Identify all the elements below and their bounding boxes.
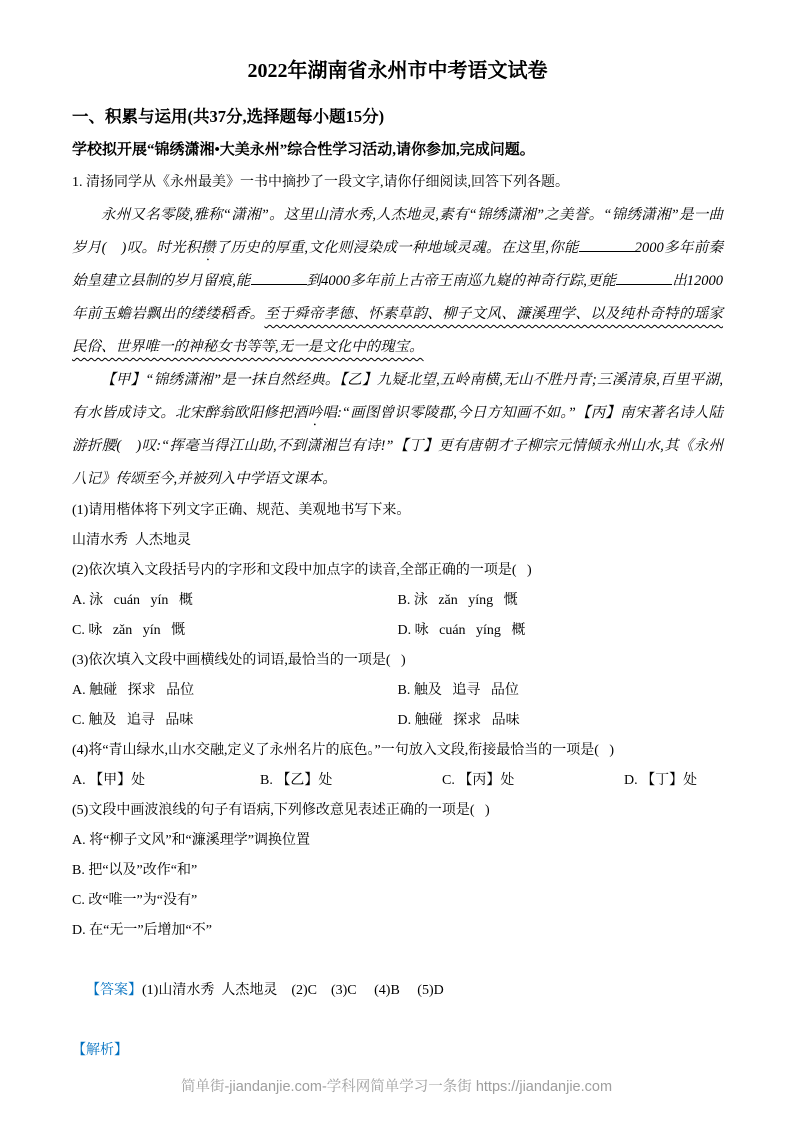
option-4c: C. 【丙】处 xyxy=(442,773,515,788)
passage-paragraph-2: 【甲】“锦绣潇湘”是一抹自然经典。【乙】九疑北望,五岭南横,无山不胜丹青;三溪清泉,百里平湖,有水皆成诗文。北宋醉翁欧阳修把酒吟唱:“画图曾识零陵郡,今日方知画不如。”【丙】南宋著名诗人陆游折腰( )叹:“挥毫当得江山助,不到潇湘岂有诗!”【丁】更有唐朝才子柳宗元情倾永州山水,其《永州八记》传颂至今,并被列入中学语文课本。 xyxy=(72,372,724,487)
option-3a: A. 触碰 探求 品位 xyxy=(72,683,195,698)
answer-line xyxy=(72,946,723,1036)
option-2c: C. 咏 zǎn yín 慨 xyxy=(72,623,186,638)
option-5a: A. 将“柳子文风”和“濂溪理学”调换位置 xyxy=(72,833,310,848)
sub-question-1-text: (1)请用楷体将下列文字正确、规范、美观地书写下来。 xyxy=(72,503,411,518)
page-title: 2022年湖南省永州市中考语文试卷 xyxy=(247,60,548,82)
sub-question-5-text: (5)文段中画波浪线的句子有语病,下列修改意见表述正确的一项是( ) xyxy=(72,803,490,818)
sub-question-1-phrases: 山清水秀 人杰地灵 xyxy=(72,533,191,548)
option-3c: C. 触及 追寻 品味 xyxy=(72,713,194,728)
section-heading: 一、积累与运用(共37分,选择题每小题15分) xyxy=(72,107,385,126)
option-3b: B. 触及 追寻 品位 xyxy=(397,683,519,698)
sub-question-4-options xyxy=(72,766,723,796)
passage-paragraph-1: 永州又名零陵,雅称“潇湘”。这里山清水秀,人杰地灵,素有“锦绣潇湘”之美誉。“锦绣潇湘”是一曲岁月( )叹。时光积攒了历史的厚重,文化则浸染成一种地域灵魂。在这里,你能 2000多年前秦始皇建立县制的岁月留痕,能 到4000多年前上古帝王南巡九嶷的神奇行踪,更能 出12000年前玉蟾岩飘出的缕缕稻香。至于舜帝孝德、怀素草韵、柳子文风、濂溪理学、以及纯朴奇特的瑶家民俗、世界唯一的神秘女书等等,无一是文化中的瑰宝。 xyxy=(72,207,724,355)
sub-question-2-options xyxy=(72,586,723,646)
question-1-intro: 1. 清扬同学从《永州最美》一书中摘抄了一段文字,请你仔细阅读,回答下列各题。 xyxy=(72,175,569,190)
sub-question-3-options xyxy=(72,676,723,736)
option-5d: D. 在“无一”后增加“不” xyxy=(72,923,212,938)
option-4a: A. 【甲】处 xyxy=(72,773,146,788)
option-2a: A. 泳 cuán yín 概 xyxy=(72,593,193,608)
option-4b: B. 【乙】处 xyxy=(260,773,333,788)
answer-content: (1)山清水秀 人杰地灵 (2)C (3)C (4)B (5)D xyxy=(142,983,444,998)
analysis-label: 【解析】 xyxy=(72,1043,128,1058)
option-2d: D. 咏 cuán yíng 概 xyxy=(397,623,526,638)
option-3d: D. 触碰 探求 品味 xyxy=(397,713,520,728)
option-5c: C. 改“唯一”为“没有” xyxy=(72,893,198,908)
option-4d: D. 【丁】处 xyxy=(624,773,698,788)
activity-intro: 学校拟开展“锦绣潇湘•大美永州”综合性学习活动,请你参加,完成问题。 xyxy=(72,142,535,158)
option-2b: B. 泳 zǎn yíng 慨 xyxy=(397,593,518,608)
option-5b: B. 把“以及”改作“和” xyxy=(72,863,198,878)
sub-question-3-text: (3)依次填入文段中画横线处的词语,最恰当的一项是( ) xyxy=(72,653,406,668)
answer-label: 【答案】 xyxy=(86,983,142,998)
sub-question-4-text: (4)将“青山绿水,山水交融,定义了永州名片的底色。”一句放入文段,衔接最恰当的一项是( ) xyxy=(72,743,615,758)
footer-watermark: 简单街-jiandanjie.com-学科网简单学习一条街 https://jiandanjie.com xyxy=(180,1079,613,1095)
sub-question-2-text: (2)依次填入文段括号内的字形和文段中加点字的读音,全部正确的一项是( ) xyxy=(72,563,532,578)
